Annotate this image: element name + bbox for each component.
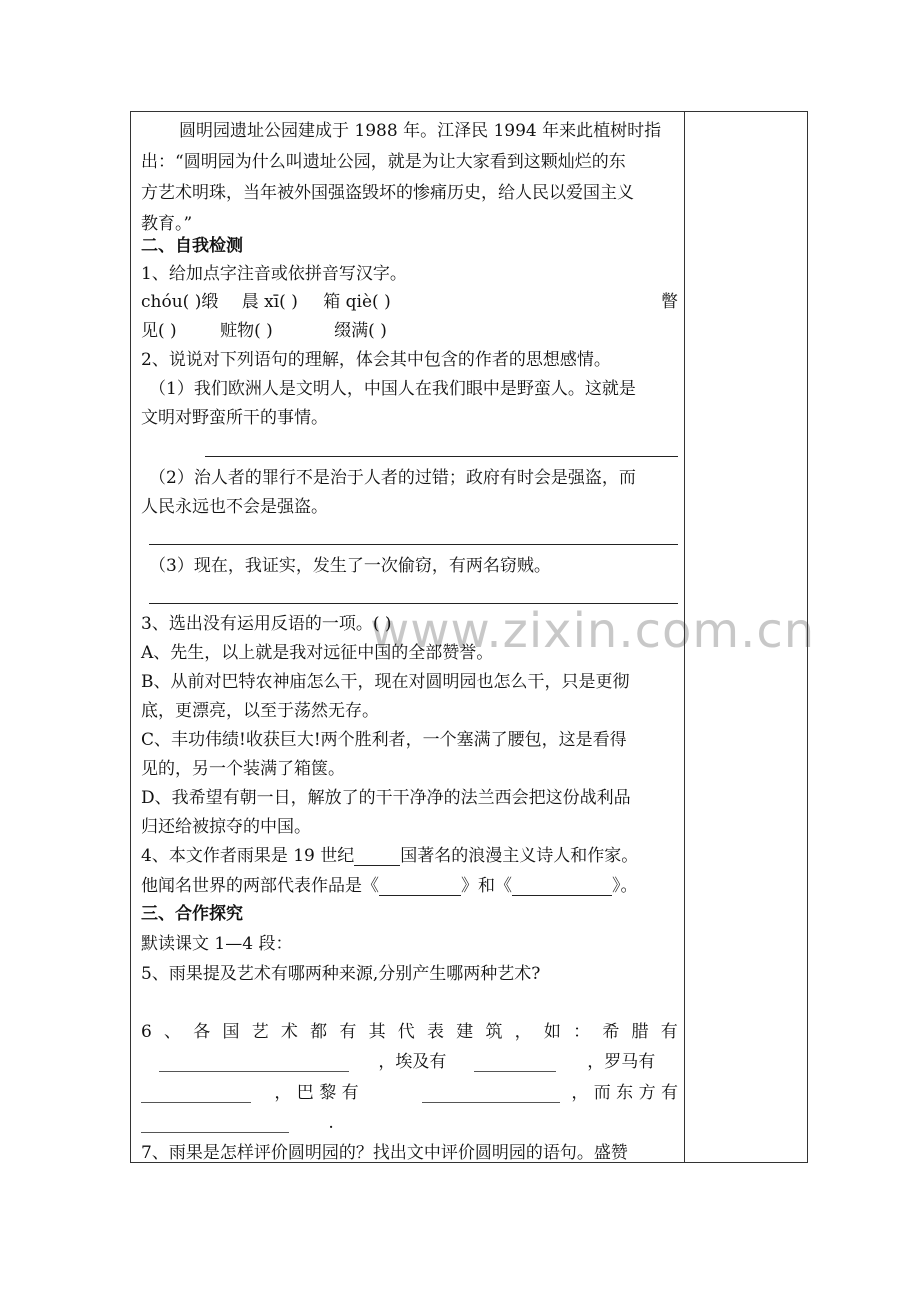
q6-char: ： [573, 1022, 591, 1042]
q6-rome-label: ，罗马有 [587, 1052, 656, 1072]
question-4-text-d: 》和《 [461, 876, 512, 896]
question-6-line-4 [141, 1113, 334, 1133]
question-2-2-line-1: （2）治人者的罪行不是治于人者的过错；政府有时会是强盗，而 [149, 468, 636, 488]
q6-char: 其 [368, 1022, 386, 1042]
q6-char: 腊 [631, 1022, 649, 1042]
pinyin-item-pie: 瞥 [661, 292, 678, 312]
blank-paris[interactable] [422, 1086, 560, 1103]
blank-work-2[interactable] [512, 877, 612, 896]
q6-char: 术 [280, 1022, 298, 1042]
q6-char: 艺 [251, 1022, 269, 1042]
blank-work-1[interactable] [379, 877, 461, 896]
pinyin-item-xi: 晨 xī( ) [241, 292, 298, 312]
question-2-2-line-2: 人民永远也不会是强盗。 [141, 497, 328, 517]
q6-period: . [328, 1113, 334, 1133]
watermark: www.zixin.com.cn [370, 603, 816, 659]
q6-paris-label: ， 巴 黎 有 [274, 1083, 359, 1103]
q6-char: 都 [310, 1022, 328, 1042]
option-a: A、先生，以上就是我对远征中国的全部赞誉。 [141, 643, 494, 663]
question-4-text-c: 他闻名世界的两部代表作品是《 [141, 876, 379, 896]
pinyin-row-2 [141, 321, 387, 341]
q6-char: 建 [456, 1022, 474, 1042]
question-4-text-e: 》。 [612, 876, 638, 896]
question-6-line-1 [141, 1022, 678, 1042]
answer-line-2-2 [149, 544, 678, 545]
blank-country[interactable] [354, 847, 400, 866]
blank-east[interactable] [141, 1116, 289, 1133]
worksheet-table [130, 111, 808, 1163]
q6-egypt-label: ，埃及有 [378, 1052, 447, 1072]
intro-line-4: 教育。” [141, 214, 193, 234]
option-c-line-2: 见的，另一个装满了箱箧。 [141, 759, 345, 779]
intro-line-1: 圆明园遗址公园建成于 1988 年。江泽民 1994 年来此植树时指 [179, 121, 662, 141]
question-4-line-1 [141, 846, 638, 866]
column-divider [684, 112, 685, 1162]
q6-char: 筑 [485, 1022, 503, 1042]
question-2-1-line-2: 文明对野蛮所干的事情。 [141, 408, 328, 428]
blank-greece[interactable] [159, 1055, 349, 1072]
section-2-heading: 二、自我检测 [141, 236, 243, 256]
q6-char: 代 [397, 1022, 415, 1042]
question-5: 5、雨果提及艺术有哪两种来源,分别产生哪两种艺术? [141, 964, 541, 984]
answer-line-2-1 [205, 456, 678, 457]
question-3: 3、选出没有运用反语的一项。( ) [141, 614, 392, 634]
q6-char: 希 [602, 1022, 620, 1042]
q6-char: 表 [427, 1022, 445, 1042]
q6-char: 、 [164, 1022, 182, 1042]
question-2: 2、说说对下列语句的理解，体会其中包含的作者的思想感情。 [141, 350, 611, 370]
q6-char: 有 [660, 1022, 678, 1042]
blank-egypt[interactable] [474, 1055, 556, 1072]
pinyin-row-1 [141, 292, 678, 312]
pinyin-item-zhui: 缀满( ) [334, 321, 387, 341]
pinyin-item-jian: 见( ) [141, 321, 177, 341]
option-d-line-1: D、我希望有朝一日，解放了的干干净净的法兰西会把这份战利品 [141, 788, 631, 808]
question-6-line-3 [141, 1083, 678, 1103]
intro-line-2: 出：“圆明园为什么叫遗址公园，就是为让大家看到这颗灿烂的东 [141, 152, 626, 172]
pinyin-item-zang: 赃物( ) [220, 321, 273, 341]
option-b-line-2: 底，更漂亮，以至于荡然无存。 [141, 701, 379, 721]
answer-line-2-3 [149, 603, 678, 604]
question-7: 7、雨果是怎样评价圆明园的？找出文中评价圆明园的语句。盛赞 [141, 1143, 628, 1163]
option-c-line-1: C、丰功伟绩!收获巨大!两个胜利者，一个塞满了腰包，这是看得 [141, 730, 627, 750]
question-4-line-2 [141, 876, 638, 896]
intro-line-3: 方艺术明珠，当年被外国强盗毁坏的惨痛历史，给人民以爱国主义 [141, 183, 634, 203]
question-1: 1、给加点字注音或依拼音写汉字。 [141, 264, 407, 284]
section-3-heading: 三、合作探究 [141, 904, 243, 924]
q6-char: ， [514, 1022, 532, 1042]
question-2-3: （3）现在，我证实，发生了一次偷窃，有两名窃贼。 [149, 556, 551, 576]
q6-char: 有 [339, 1022, 357, 1042]
q6-char: 国 [222, 1022, 240, 1042]
option-b-line-1: B、从前对巴特农神庙怎么干，现在对圆明园也怎么干，只是更彻 [141, 672, 630, 692]
question-2-1-line-1: （1）我们欧洲人是文明人，中国人在我们眼中是野蛮人。这就是 [149, 379, 636, 399]
blank-rome[interactable] [141, 1086, 251, 1103]
q6-char: 6 [141, 1022, 152, 1042]
q6-char: 如 [543, 1022, 561, 1042]
question-4-text-a: 4、本文作者雨果是 19 世纪 [141, 846, 355, 866]
pinyin-item-chou: chóu( )缎 [141, 292, 219, 312]
reading-instruction: 默读课文 1—4 段： [141, 934, 293, 954]
question-6-line-2 [141, 1052, 655, 1072]
q6-east-label: ， 而 东 方 有 [571, 1083, 678, 1103]
question-4-text-b: 国著名的浪漫主义诗人和作家。 [400, 846, 639, 866]
option-d-line-2: 归还给被掠夺的中国。 [141, 817, 311, 837]
q6-char: 各 [193, 1022, 211, 1042]
pinyin-item-qie: 箱 qiè( ) [323, 292, 391, 312]
